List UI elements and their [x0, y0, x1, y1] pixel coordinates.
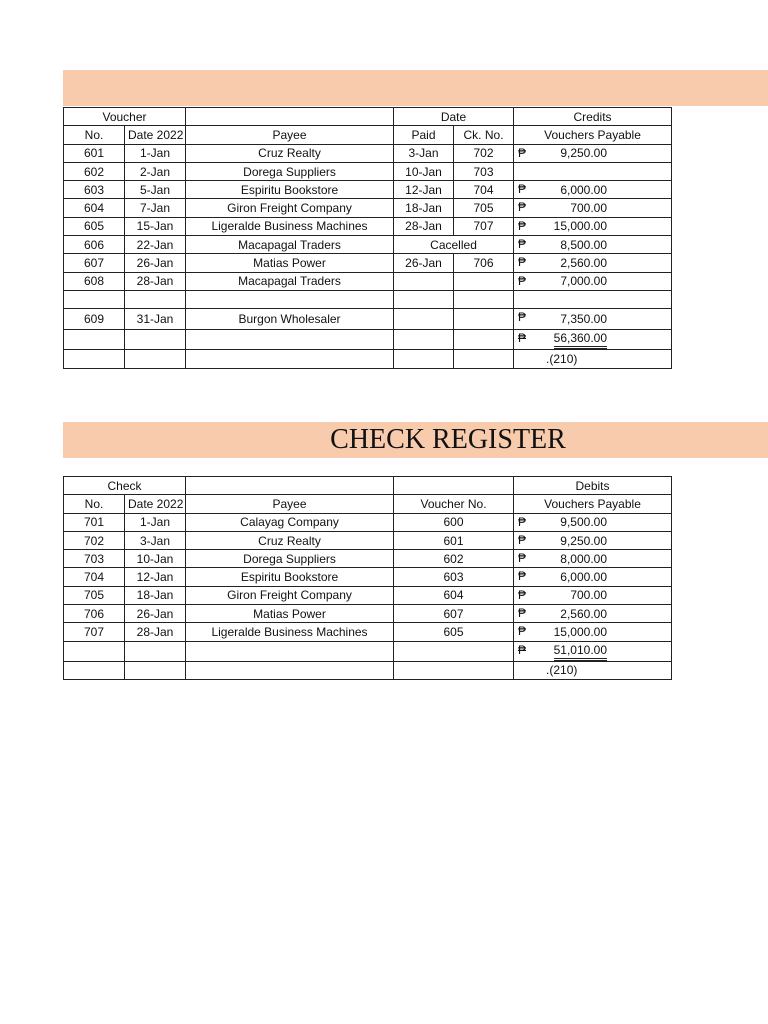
payee-cell: Ligeralde Business Machines	[186, 217, 394, 235]
check-no-cell: 704	[64, 568, 125, 586]
amount-value: 6,000.00	[560, 182, 608, 197]
col-header-paid: Paid	[394, 126, 454, 144]
empty-cell	[64, 641, 125, 661]
check-no-cell	[454, 272, 514, 290]
amount-cell	[514, 641, 672, 661]
peso-sign: ₱	[518, 182, 527, 197]
check-no-cell: 704	[454, 181, 514, 199]
check-date-cell: 12-Jan	[125, 568, 186, 586]
check-no-cell: 707	[64, 623, 125, 641]
table-row	[64, 162, 672, 180]
amount-cell	[514, 550, 672, 568]
voucher-no-cell: 603	[64, 181, 125, 199]
payee-cell: Espiritu Bookstore	[186, 181, 394, 199]
debits-group-header: Debits	[514, 477, 672, 495]
voucher-no-cell: 607	[64, 254, 125, 272]
voucher-date-cell: 28-Jan	[125, 272, 186, 290]
table-row	[64, 513, 672, 531]
blank-header-cell	[186, 477, 394, 495]
peso-sign: ₱	[518, 255, 527, 270]
paid-date-cell	[394, 290, 454, 308]
empty-cell	[394, 641, 514, 661]
amount-cell	[514, 199, 672, 217]
check-date-cell: 10-Jan	[125, 550, 186, 568]
check-header-row-1	[64, 477, 672, 495]
empty-cell	[125, 350, 186, 368]
paid-date-cell	[394, 309, 454, 330]
amount-value: 51,010.00	[554, 642, 607, 661]
voucher-register-table	[63, 107, 672, 369]
total-row	[64, 641, 672, 661]
amount-value: 700.00	[570, 201, 608, 216]
voucher-no-cell: 603	[394, 568, 514, 586]
paid-date-cell: 12-Jan	[394, 181, 454, 199]
table-row	[64, 272, 672, 290]
voucher-date-cell: 2-Jan	[125, 162, 186, 180]
check-date-cell: 28-Jan	[125, 623, 186, 641]
amount-cell	[514, 309, 672, 330]
table-row	[64, 568, 672, 586]
col-header-no: No.	[64, 495, 125, 513]
voucher-date-cell: 15-Jan	[125, 217, 186, 235]
amount-cell	[514, 531, 672, 549]
table-row	[64, 309, 672, 330]
amount-cell	[514, 181, 672, 199]
voucher-no-cell: 609	[64, 309, 125, 330]
payee-cell: Matias Power	[186, 254, 394, 272]
payee-cell: Calayag Company	[186, 513, 394, 531]
check-no-cell: 702	[64, 531, 125, 549]
check-no-cell: 705	[64, 586, 125, 604]
peso-sign: ₱	[518, 551, 527, 566]
check-no-cell: 706	[454, 254, 514, 272]
table-row	[64, 217, 672, 235]
empty-cell	[186, 661, 394, 679]
difference-cell: .(210)	[514, 661, 672, 679]
check-no-cell: 703	[454, 162, 514, 180]
voucher-date-cell: 26-Jan	[125, 254, 186, 272]
peso-sign: ₱	[518, 310, 527, 325]
peso-sign: ₱	[518, 569, 527, 584]
voucher-no-cell	[64, 290, 125, 308]
amount-value: 8,500.00	[560, 237, 608, 252]
check-no-cell: 705	[454, 199, 514, 217]
col-header-voucher-no: Voucher No.	[394, 495, 514, 513]
payee-cell: Matias Power	[186, 605, 394, 623]
amount-value: 2,560.00	[560, 256, 608, 271]
empty-cell	[125, 330, 186, 350]
table-row	[64, 550, 672, 568]
voucher-no-cell: 607	[394, 605, 514, 623]
voucher-register-header-band	[63, 70, 768, 106]
payee-cell: Burgon Wholesaler	[186, 309, 394, 330]
amount-cell	[514, 513, 672, 531]
empty-cell	[394, 350, 454, 368]
check-register-header-band	[63, 422, 768, 458]
payee-cell: Giron Freight Company	[186, 199, 394, 217]
peso-sign: ₱	[518, 273, 527, 288]
amount-value: 8,000.00	[560, 551, 608, 566]
check-no-cell	[454, 309, 514, 330]
table-row	[64, 623, 672, 641]
payee-cell: Espiritu Bookstore	[186, 568, 394, 586]
table-row	[64, 531, 672, 549]
voucher-no-cell: 604	[64, 199, 125, 217]
paid-date-cell: 18-Jan	[394, 199, 454, 217]
col-header-no: No.	[64, 126, 125, 144]
difference-cell: .(210)	[514, 350, 672, 368]
payee-cell: Dorega Suppliers	[186, 550, 394, 568]
check-no-cell	[454, 290, 514, 308]
total-row	[64, 330, 672, 350]
amount-value: 7,000.00	[560, 274, 608, 289]
payee-cell: Cruz Realty	[186, 144, 394, 162]
peso-sign: ₱	[518, 200, 527, 215]
date-group-header: Date	[394, 108, 514, 126]
paid-date-cell: 26-Jan	[394, 254, 454, 272]
empty-cell	[186, 330, 394, 350]
peso-sign: ₱	[518, 642, 527, 657]
payee-cell: Macapagal Traders	[186, 272, 394, 290]
empty-cell	[454, 350, 514, 368]
amount-cell	[514, 568, 672, 586]
table-row	[64, 144, 672, 162]
check-no-cell: 702	[454, 144, 514, 162]
paid-date-cell	[394, 272, 454, 290]
col-header-vouchers-payable: Vouchers Payable	[514, 126, 672, 144]
empty-cell	[125, 641, 186, 661]
voucher-no-cell: 605	[394, 623, 514, 641]
amount-cell	[514, 272, 672, 290]
paid-date-cell: 28-Jan	[394, 217, 454, 235]
table-row	[64, 586, 672, 604]
peso-sign: ₱	[518, 237, 527, 252]
amount-value: 15,000.00	[553, 219, 608, 234]
amount-value: 15,000.00	[553, 625, 608, 640]
check-register-table	[63, 476, 672, 680]
amount-value: 9,500.00	[560, 515, 608, 530]
voucher-date-cell: 7-Jan	[125, 199, 186, 217]
amount-value: 6,000.00	[560, 570, 608, 585]
difference-row	[64, 350, 672, 368]
amount-cell	[514, 330, 672, 350]
peso-sign: ₱	[518, 606, 527, 621]
amount-cell	[514, 236, 672, 254]
table-row	[64, 236, 672, 254]
blank-header-cell	[186, 108, 394, 126]
difference-row	[64, 661, 672, 679]
voucher-no-cell: 600	[394, 513, 514, 531]
paid-date-cell: 10-Jan	[394, 162, 454, 180]
empty-cell	[64, 330, 125, 350]
peso-sign: ₱	[518, 587, 527, 602]
voucher-no-cell: 602	[394, 550, 514, 568]
voucher-date-cell: 22-Jan	[125, 236, 186, 254]
amount-cell	[514, 217, 672, 235]
amount-value: 700.00	[570, 588, 608, 603]
payee-cell: Cruz Realty	[186, 531, 394, 549]
amount-value: 9,250.00	[560, 146, 608, 161]
voucher-no-cell: 602	[64, 162, 125, 180]
page-title: CHECK REGISTER	[330, 424, 566, 455]
col-header-payee: Payee	[186, 495, 394, 513]
check-no-cell: 701	[64, 513, 125, 531]
empty-cell	[125, 661, 186, 679]
col-header-ck-no: Ck. No.	[454, 126, 514, 144]
amount-cell	[514, 290, 672, 308]
check-date-cell: 3-Jan	[125, 531, 186, 549]
voucher-header-row-2	[64, 126, 672, 144]
table-row	[64, 254, 672, 272]
voucher-date-cell: 1-Jan	[125, 144, 186, 162]
table-row	[64, 605, 672, 623]
voucher-date-cell: 31-Jan	[125, 309, 186, 330]
check-no-cell: 707	[454, 217, 514, 235]
check-date-cell: 18-Jan	[125, 586, 186, 604]
table-row	[64, 181, 672, 199]
voucher-date-cell	[125, 290, 186, 308]
col-header-date: Date 2022	[125, 126, 186, 144]
empty-cell	[394, 330, 454, 350]
payee-cell: Macapagal Traders	[186, 236, 394, 254]
peso-sign: ₱	[518, 331, 527, 346]
credits-group-header: Credits	[514, 108, 672, 126]
payee-cell: Giron Freight Company	[186, 586, 394, 604]
amount-cell	[514, 605, 672, 623]
empty-cell	[186, 641, 394, 661]
peso-sign: ₱	[518, 145, 527, 160]
check-header-row-2	[64, 495, 672, 513]
col-header-date: Date 2022	[125, 495, 186, 513]
table-row	[64, 199, 672, 217]
voucher-header-row-1	[64, 108, 672, 126]
voucher-no-cell: 605	[64, 217, 125, 235]
check-no-cell: 703	[64, 550, 125, 568]
check-group-header: Check	[64, 477, 186, 495]
amount-cell	[514, 144, 672, 162]
voucher-date-cell: 5-Jan	[125, 181, 186, 199]
amount-value: 2,560.00	[560, 606, 608, 621]
voucher-group-header: Voucher	[64, 108, 186, 126]
check-no-cell: 706	[64, 605, 125, 623]
amount-cell	[514, 623, 672, 641]
empty-cell	[64, 350, 125, 368]
peso-sign: ₱	[518, 218, 527, 233]
table-row	[64, 290, 672, 308]
amount-cell	[514, 162, 672, 180]
amount-cell	[514, 254, 672, 272]
empty-cell	[186, 350, 394, 368]
voucher-no-cell: 606	[64, 236, 125, 254]
empty-cell	[64, 661, 125, 679]
payee-cell: Ligeralde Business Machines	[186, 623, 394, 641]
amount-cell	[514, 586, 672, 604]
cancelled-cell: Cacelled	[394, 236, 514, 254]
payee-cell	[186, 290, 394, 308]
check-date-cell: 26-Jan	[125, 605, 186, 623]
payee-cell: Dorega Suppliers	[186, 162, 394, 180]
amount-value: 56,360.00	[554, 330, 607, 349]
check-date-cell: 1-Jan	[125, 513, 186, 531]
peso-sign: ₱	[518, 532, 527, 547]
peso-sign: ₱	[518, 514, 527, 529]
voucher-no-cell: 601	[394, 531, 514, 549]
empty-cell	[454, 330, 514, 350]
col-header-payee: Payee	[186, 126, 394, 144]
peso-sign: ₱	[518, 624, 527, 639]
empty-cell	[394, 661, 514, 679]
paid-date-cell: 3-Jan	[394, 144, 454, 162]
voucher-no-cell: 608	[64, 272, 125, 290]
voucher-no-cell: 604	[394, 586, 514, 604]
voucher-no-cell: 601	[64, 144, 125, 162]
blank-header-cell	[394, 477, 514, 495]
amount-value: 7,350.00	[560, 312, 608, 327]
amount-value: 9,250.00	[560, 533, 608, 548]
col-header-vouchers-payable: Vouchers Payable	[514, 495, 672, 513]
